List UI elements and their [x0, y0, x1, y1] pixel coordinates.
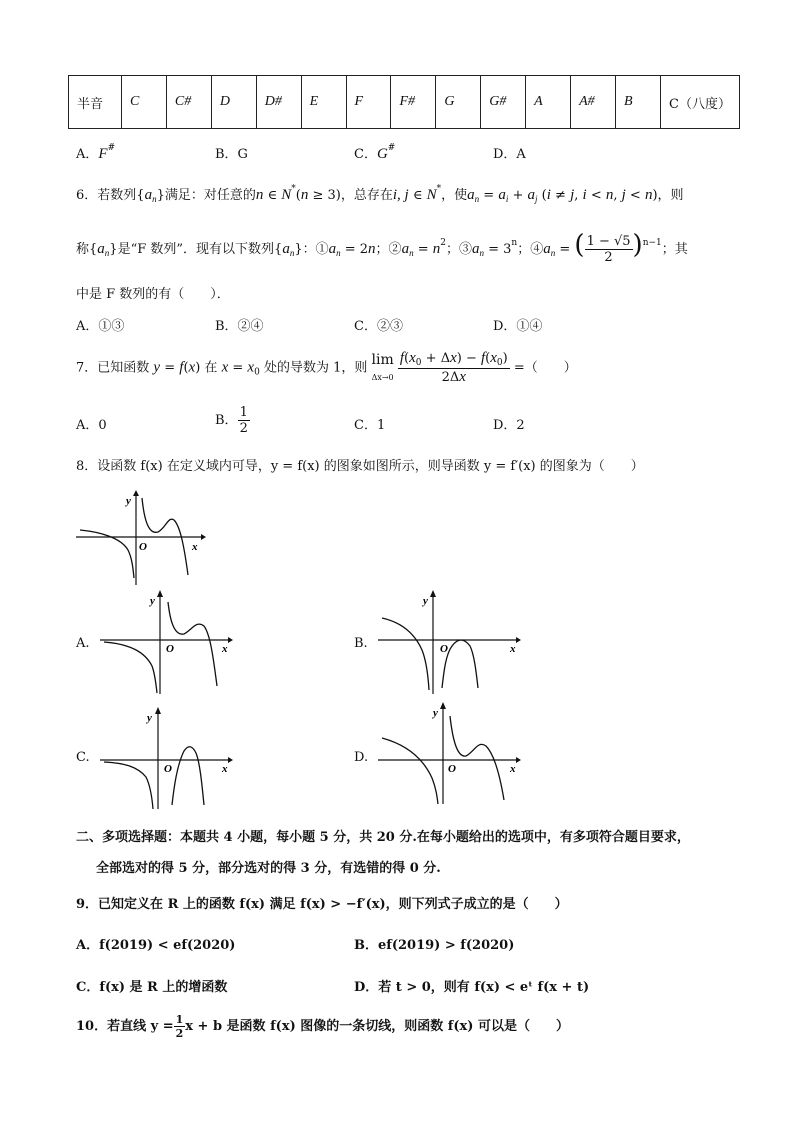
note-letter: C# — [174, 94, 192, 109]
q6-line-3: 中是 F 数列的有（ ）． — [76, 287, 230, 302]
note-cell: G# — [481, 76, 526, 129]
svg-text:x: x — [222, 763, 228, 775]
q6-option-d[interactable]: D．①④ — [493, 319, 543, 334]
section-2-heading: 二、多项选择题：本题共 4 小题，每小题 5 分，共 20 分.在每小题给出的选项中，有多项符合题目要求， — [76, 830, 690, 845]
svg-text:O: O — [164, 763, 172, 775]
svg-text:O: O — [448, 763, 456, 775]
note-cell: D# — [256, 76, 301, 129]
q7-option-d[interactable]: D．2 — [493, 418, 525, 433]
q8-option-a-label[interactable]: A. — [76, 636, 90, 651]
note-cell: F# — [391, 76, 436, 129]
q9-option-a[interactable]: A．f(2019) < ef(2020) — [76, 938, 236, 953]
note-table — [68, 75, 740, 129]
q8-option-d-label[interactable]: D. — [354, 750, 369, 765]
q9-question: 9．已知定义在 R 上的函数 f(x) 满足 f(x) > −f′(x)，则下列式子成立的是（ ） — [76, 897, 568, 912]
note-cell: A# — [571, 76, 616, 129]
q9-option-c[interactable]: C．f(x) 是 R 上的增函数 — [76, 980, 228, 995]
q10-question: 10．若直线 y = $\frac{1}{2}$ x + b 是函数 f(x) 图像的一条切线，则函数 f(x) 可以是（ ） — [76, 1013, 569, 1040]
svg-text:y: y — [433, 707, 438, 719]
svg-text:x: x — [510, 643, 516, 655]
note-cell: G — [436, 76, 481, 129]
q8-question: 8．设函数 f(x) 在定义域内可导，y = f(x) 的图象如图所示，则导函数 y = f′(x) 的图象为（ ） — [76, 459, 644, 474]
q8-option-c-label[interactable]: C. — [76, 750, 90, 765]
svg-text:x: x — [222, 643, 228, 655]
q6-option-b[interactable]: B．②④ — [215, 319, 264, 334]
q6-line-1: 6．若数列$\{a_n\}$满足：对任意的n ∈ N*(n ≥ 3)，总存在i, j ∈ N*，使$a_n = a_i + a_j$ (i ≠ j, i < n, j < n)，则 — [76, 184, 684, 204]
q5-option-b[interactable]: B．G — [215, 147, 248, 162]
svg-text:O: O — [139, 541, 147, 553]
q8-option-b-label[interactable]: B. — [354, 636, 368, 651]
q5-option-a[interactable]: A．F# — [76, 143, 116, 162]
note-cell-octave: C（八度） — [661, 76, 740, 129]
q6-option-c[interactable]: C．②③ — [354, 319, 403, 334]
note-cell: C — [122, 76, 167, 129]
q8-option-b-graph[interactable] — [378, 590, 523, 695]
q6-option-a[interactable]: A．①③ — [76, 319, 125, 334]
svg-text:y: y — [126, 495, 131, 507]
svg-text:y: y — [423, 595, 428, 607]
note-cell — [166, 76, 211, 129]
q9-option-d[interactable]: D．若 t > 0，则有 f(x) < eᵗ f(x + t) — [354, 980, 590, 995]
q7-option-c[interactable]: C．1 — [354, 418, 386, 433]
svg-text:O: O — [440, 643, 448, 655]
svg-text:x: x — [510, 763, 516, 775]
note-cell: B — [615, 76, 660, 129]
svg-text:y: y — [150, 595, 155, 607]
q5-option-d[interactable]: D．A — [493, 147, 526, 162]
svg-text:x: x — [192, 541, 198, 553]
q6-line-2: 称$\{a_n\}$是“F 数列”．现有以下数列$\{a_n\}$：$①a_n = 2n$；$②a_n = n^2$；$③a_n = 3^n$；$④a_n$ = ( $\frac{1 - √5}{2}$ )$^{n-1}$；其 — [76, 230, 688, 265]
q8-option-a-graph[interactable] — [100, 590, 235, 695]
section-2-subheading: 全部选对的得 5 分，部分选对的得 3 分，有选错的得 0 分. — [96, 861, 441, 876]
q7-option-b[interactable]: B． $\frac{1}{2}$ — [215, 405, 248, 436]
q7-question: 7．已知函数 y = f(x) 在 $x = x_0$ 处的导数为 1，则 lim Δx→0 $\frac{f(x_0 + \Delta x) - f(x_0)}{2\Delta x}$ =（ ） — [76, 350, 577, 385]
q5-option-c[interactable]: C．G# — [354, 143, 396, 162]
table-row — [69, 76, 740, 129]
q9-option-b[interactable]: B．ef(2019) > f(2020) — [354, 938, 515, 953]
q8-original-graph — [76, 490, 206, 585]
svg-text:O: O — [166, 643, 174, 655]
note-cell: F — [346, 76, 391, 129]
svg-text:y: y — [147, 712, 152, 724]
note-cell: A — [526, 76, 571, 129]
q7-option-a[interactable]: A．0 — [76, 418, 107, 433]
table-header-cell: 半音 — [69, 76, 122, 129]
note-cell: E — [301, 76, 346, 129]
note-cell: D — [211, 76, 256, 129]
q8-option-d-graph[interactable] — [378, 700, 523, 805]
q8-option-c-graph[interactable] — [100, 705, 235, 810]
